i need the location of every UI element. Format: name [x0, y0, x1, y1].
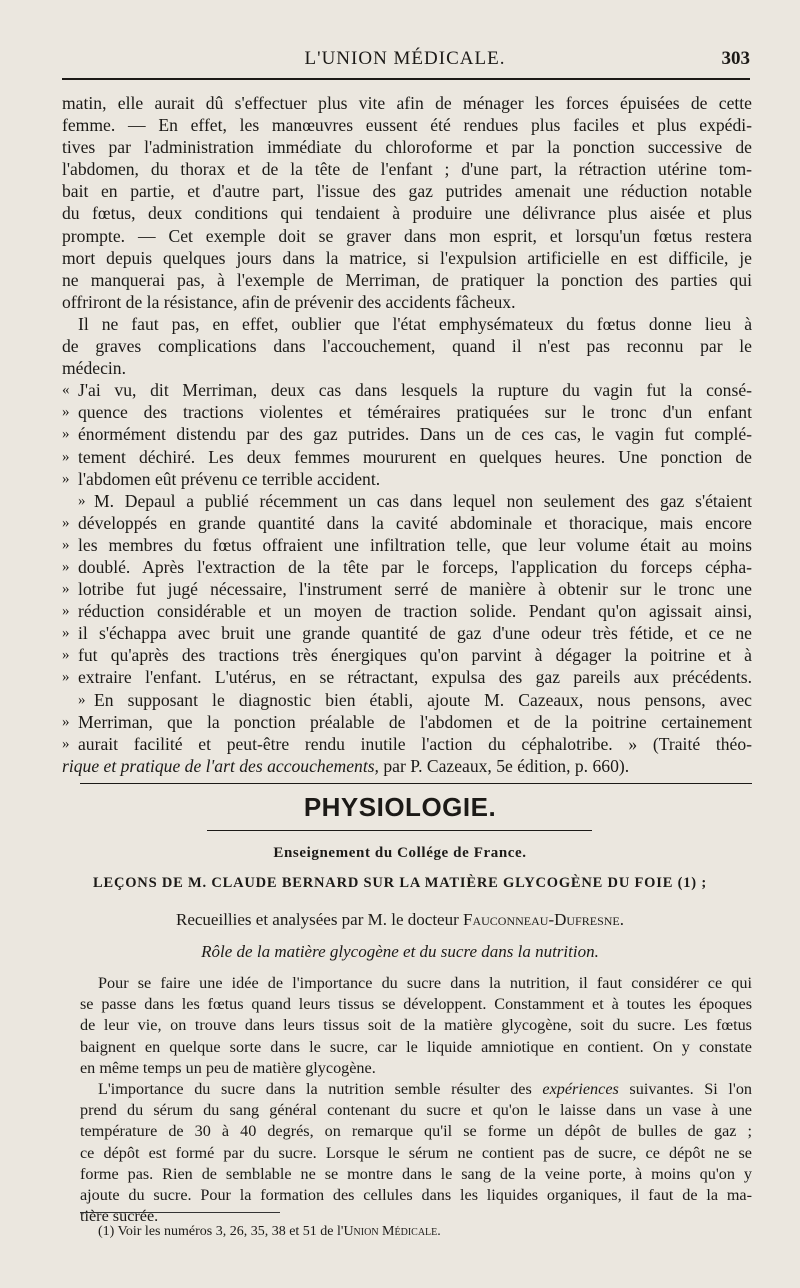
text-line: forme pas. Rien de semblable ne se montre dans le sang de la veine porte, à moins qu'on y — [80, 1164, 752, 1183]
citation-line — [62, 755, 752, 777]
quote-text: M. Depaul a publié récemment un cas dans lequel non seulement des gaz s'étaient — [94, 490, 752, 511]
quote-mark: » — [62, 426, 70, 443]
text-line: de leur vie, on trouve dans leurs tissus soit de la matière glycogène, soit du sucre. Les fœtus — [80, 1016, 752, 1035]
quote-mark: » — [62, 625, 70, 642]
quote-mark: » — [62, 536, 70, 553]
quote-text: En supposant le diagnostic bien établi, ajoute M. Cazeaux, nous pensons, avec — [94, 689, 752, 710]
quote-line — [62, 468, 752, 490]
subsection-title: Rôle de la matière glycogène et du sucre dans la nutrition. — [201, 942, 599, 961]
text-line: offriront de la résistance, afin de prévenir des accidents fâcheux. — [62, 291, 516, 312]
quote-depaul — [62, 490, 752, 689]
text-line: bait en partie, et d'autre part, l'issue des gaz putrides amenait une réduction notable — [62, 181, 752, 202]
text-line: Pour se faire une idée de l'importance du sucre dans la nutrition, il faut considérer ce qui — [98, 974, 752, 992]
footnote-journal: Union Médicale. — [343, 1224, 441, 1239]
quote-text: Merriman, que la ponction préalable de l'abdomen et de la poitrine certainement — [78, 711, 752, 732]
quote-line — [62, 512, 752, 534]
quote-mark: » — [62, 735, 70, 752]
quote-mark: » — [62, 647, 70, 664]
byline-author: Fauconneau-Dufresne. — [463, 910, 624, 929]
text-line: de graves complications dans l'accouchement, quand il n'est pas reconnu par le — [62, 336, 752, 357]
citation-title: rique et pratique de l'art des accouchements, — [62, 755, 379, 776]
quote-text: lotribe fut jugé nécessaire, l'instrument serré de manière à obtenir sur le tronc une — [78, 579, 752, 600]
quote-line — [62, 733, 752, 755]
quote-line — [62, 534, 752, 556]
quote-line — [62, 689, 752, 711]
quote-line — [62, 600, 752, 622]
physiology-text — [80, 973, 752, 1227]
footnote-text: (1) Voir les numéros 3, 26, 35, 38 et 51 de l' — [98, 1224, 344, 1239]
quote-text: doublé. Après l'extraction de la tête par le forceps, l'application du forceps cépha- — [78, 556, 752, 577]
paragraph-2 — [62, 313, 752, 379]
quote-text: J'ai vu, dit Merriman, deux cas dans lesquels la rupture du vagin fut la consé- — [78, 380, 752, 401]
quote-text: l'abdomen eût prévenu ce terrible accident. — [78, 468, 381, 489]
text-line: baignent en quelque sorte dans le sucre, car le liquide amniotique en contient. On y constate — [80, 1037, 752, 1056]
quote-text: tement déchiré. Les deux femmes moururent en quelques heures. Une ponction de — [78, 446, 752, 467]
quote-text: il s'échappa avec bruit une grande quantité de gaz d'une odeur très fétide, et ce ne — [78, 623, 752, 644]
quote-mark: » — [78, 492, 86, 509]
lecture-heading — [0, 875, 800, 892]
text-line: tives par l'administration immédiate du chloroforme et par la ponction successive de — [62, 137, 752, 158]
quote-line — [62, 666, 752, 688]
quote-mark: « — [62, 382, 70, 399]
text-line: prompte. — Cet exemple doit se graver dans mon esprit, et lorsqu'un fœtus restera — [62, 225, 752, 246]
text-line: tière sucrée. — [80, 1207, 159, 1226]
section-title-underline — [207, 830, 592, 831]
text-fragment: L'importance du sucre dans la nutrition semble résulter des — [98, 1080, 532, 1099]
quote-line — [62, 711, 752, 733]
section-divider — [80, 783, 752, 784]
quote-mark: » — [78, 691, 86, 708]
running-head — [60, 48, 750, 72]
physio-paragraph-2 — [80, 1079, 752, 1227]
quote-line — [62, 578, 752, 600]
text-line: médecin. — [62, 358, 126, 379]
text-line: ajoute du sucre. Pour la formation des cellules dans les liquides organiques, il faut de la ma- — [80, 1186, 752, 1205]
citation-rest: par P. Cazeaux, 5e édition, p. 660). — [378, 755, 630, 776]
quote-mark: » — [62, 713, 70, 730]
quote-text: réduction considérable et un moyen de traction solide. Pendant qu'on agissait ainsi, — [78, 601, 752, 622]
quote-merriman — [62, 379, 752, 489]
quote-mark: » — [62, 514, 70, 531]
text-line: mort depuis quelques jours dans la matrice, si l'expulsion artificielle en est difficile, je — [62, 247, 752, 268]
quote-cazeaux — [62, 689, 752, 777]
text-line: en même temps un peu de matière glycogène. — [80, 1058, 376, 1077]
text-emphasis: expériences — [542, 1080, 619, 1099]
text-line: ne manquerai pas, à l'exemple de Merriman, de pratiquer la ponction des parties qui — [62, 269, 752, 290]
text-line: femme. — En effet, les manœuvres eussent été rendues plus faciles et plus expédi- — [62, 115, 752, 136]
section-title: PHYSIOLOGIE. — [303, 792, 497, 822]
quote-mark: » — [62, 470, 70, 487]
quote-text: quence des tractions violentes et téméraires pratiquées sur le tronc d'un enfant — [78, 402, 752, 423]
quote-mark: » — [62, 558, 70, 575]
header-rule — [62, 78, 750, 80]
institution-heading: Enseignement du Collége de France. — [273, 845, 527, 861]
text-line: matin, elle aurait dû s'effectuer plus vite afin de ménager les forces épuisées de cette — [62, 93, 752, 113]
quote-mark: » — [62, 581, 70, 598]
text-line: Il ne faut pas, en effet, oublier que l'état emphysémateux du fœtus donne lieu à — [78, 313, 752, 334]
quote-mark: » — [62, 669, 70, 686]
quote-text: fut qu'après des tractions très énergiques qu'on parvint à dégager la poitrine et à — [78, 645, 752, 666]
text-line: du fœtus, deux conditions qui tendaient à produire une délivrance plus aisée et plus — [62, 203, 752, 224]
text-line: température de 30 à 40 degrés, on remarque qu'il se forme un dépôt de bulles de gaz ; — [80, 1122, 752, 1141]
text-fragment: suivantes. Si l'on — [629, 1080, 753, 1099]
physio-paragraph-1 — [80, 973, 752, 1079]
quote-text: aurait facilité et peut-être rendu inutile l'action du céphalotribe. » (Traité théo- — [78, 733, 752, 754]
quote-text: énormément distendu par des gaz putrides. Dans un de ces cas, le vagin fut complé- — [78, 424, 752, 445]
footnote-reference: (1) ; — [677, 875, 707, 891]
text-line: prend du sérum du sang général contenant du sucre et qu'on le laisse dans un vase à une — [80, 1101, 752, 1120]
quote-line — [62, 446, 752, 468]
quote-line — [62, 401, 752, 423]
quote-mark: » — [62, 448, 70, 465]
lecture-title: LEÇONS DE M. CLAUDE BERNARD SUR LA MATIÈRE GLYCOGÈNE DU FOIE — [93, 875, 674, 891]
footnote — [98, 1224, 441, 1240]
article-continuation — [62, 92, 752, 777]
footnote-rule — [80, 1212, 280, 1213]
quote-line — [62, 644, 752, 666]
running-title: L'UNION MÉDICALE. — [304, 48, 506, 69]
text-line — [80, 1079, 752, 1100]
text-line: ce dépôt est formé par du sucre. Lorsque le sérum ne contient pas de sucre, ce dépôt ne se — [80, 1143, 752, 1162]
quote-text: développés en grande quantité dans la cavité abdominale et thoracique, mais encore — [78, 512, 752, 533]
quote-line — [62, 490, 752, 512]
quote-line — [62, 423, 752, 445]
text-line: l'abdomen, du thorax et de la tête de l'enfant ; d'une part, la rétraction utérine tom- — [62, 159, 752, 180]
quote-line — [62, 379, 752, 401]
byline — [0, 910, 800, 930]
quote-mark: » — [62, 603, 70, 620]
quote-text: extraire l'enfant. L'utérus, en se rétractant, expulsa des gaz pareils aux précédents. — [78, 667, 752, 688]
text-line: se passe dans les fœtus quand leurs tissus se développent. Constamment et à toutes les époques — [80, 995, 752, 1014]
page-number: 303 — [721, 48, 750, 69]
quote-line — [62, 622, 752, 644]
paragraph-1 — [62, 92, 752, 313]
byline-prefix: Recueillies et analysées par M. le docteur — [176, 910, 459, 929]
quote-text: les membres du fœtus offraient une infiltration telle, que leur volume était au moins — [78, 534, 752, 555]
quote-mark: » — [62, 404, 70, 421]
quote-line — [62, 556, 752, 578]
